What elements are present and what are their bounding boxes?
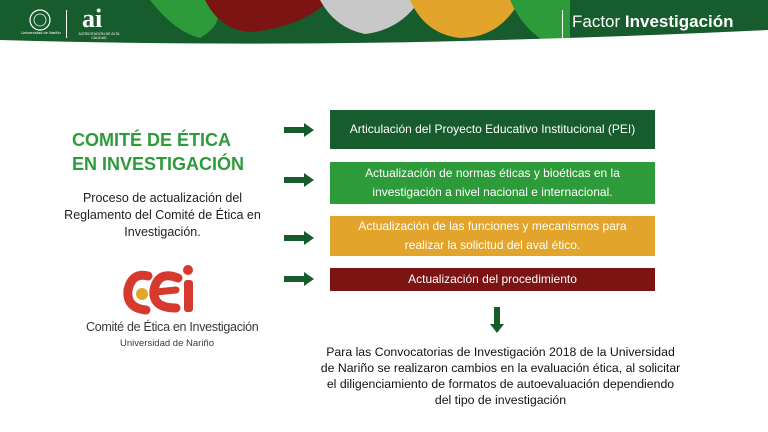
committee-heading — [72, 128, 272, 176]
page-title — [572, 12, 734, 32]
arrow-right-icon — [284, 231, 314, 245]
step-box-ethics-norms: Actualización de normas éticas y bioéticas en la investigación a nivel nacional e internacional. — [330, 162, 655, 204]
arrow-right-icon — [284, 272, 314, 286]
cei-logo-university: Universidad de Nariño — [120, 338, 214, 349]
step-box-pei: Articulación del Proyecto Educativo Institucional (PEI) — [330, 110, 655, 149]
ai-accreditation-logo: ai — [82, 4, 103, 33]
cei-logo-name: Comité de Ética en Investigación — [86, 320, 259, 334]
step-box-functions: Actualización de las funciones y mecanismos para realizar la solicitud del aval ético. — [330, 216, 655, 256]
page-title-light: Factor — [572, 12, 625, 31]
process-description: Proceso de actualización del Reglamento del Comité de Ética en Investigación. — [64, 191, 261, 239]
arrow-down-icon — [490, 307, 504, 333]
committee-heading-line1: COMITÉ DE ÉTICA — [72, 130, 232, 150]
university-logo-caption: Universidad de Nariño — [21, 30, 61, 35]
conclusion-text: Para las Convocatorias de Investigación 2018 de la Universidad de Nariño se realizaron cambios en la evaluación ética, al solicitar el diligenciamiento de formatos de autoevaluación dependiendo del tipo de investigación — [320, 345, 681, 407]
accreditation-caption: ACREDITACIÓN DE ALTA CALIDAD — [78, 32, 120, 40]
step-box-procedure: Actualización del procedimiento — [330, 268, 655, 291]
arrow-right-icon — [284, 123, 314, 137]
cei-logo-mark — [118, 262, 208, 318]
page-title-bold: Investigación — [624, 12, 734, 31]
arrow-right-icon — [284, 173, 314, 187]
header-divider — [562, 10, 563, 38]
committee-heading-line2: EN INVESTIGACIÓN — [72, 154, 245, 174]
